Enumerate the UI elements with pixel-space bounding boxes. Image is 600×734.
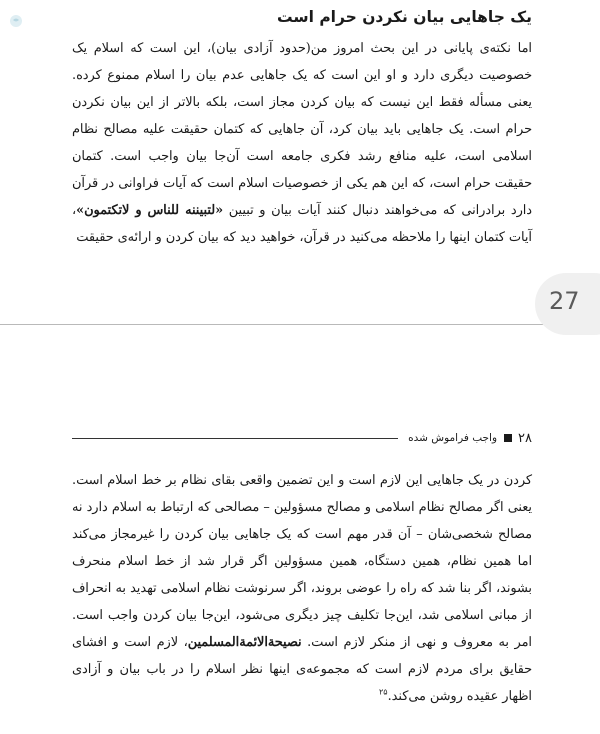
body-text: ، لازم است و افشای حقایق برای مردم لازم است که مجموعه‌ی اینها نظر اسلام را در باب بیان و آزادی اظهار عقیده روشن می‌کند. bbox=[72, 635, 532, 704]
body-paragraph-bottom bbox=[72, 467, 532, 710]
section-heading: یک جاهایی بیان نکردن حرام است bbox=[276, 8, 532, 26]
quran-verse: «لتبیننه للناس و لاتکتمون» bbox=[76, 203, 224, 218]
body-paragraph-top bbox=[72, 35, 532, 251]
body-text: کردن در یک جاهایی این لازم است و این تضمین واقعی بقای نظام بر خط اسلام است. یعنی اگر مصالح نظام اسلامی و مصالح مسؤولین – مصالحی که ارتباط به اسلام دارد نه مصالح شخصی‌شان – آن قدر مهم است که یک جاهایی بیان کردن را غیرمجاز می‌کند اما همین نظام، همین دستگاه، همین مسؤولین اگر قرار شد از خط اسلام منحرف بشوند، اگر بنا شد که راه را عوضی بروند، اگر سرنوشت نظام اسلامی تهدید به انحراف از مبانی اسلامی شد، این‌جا تکلیف چیز دیگری می‌شود، این‌جا بیان کردن واجب است. امر به معروف و نهی از منکر لازم است. bbox=[72, 473, 532, 650]
body-text: اما نکته‌ی پایانی در این بحث امروز من(حدود آزادی بیان)، این است که اسلام یک خصوصیت دیگری دارد و او این است که یک جاهایی عدم بیان را اسلام ممنوع کرده. یعنی مسأله فقط این نیست که بیان کردن مجاز است، بلکه بالاتر از این بیان نکردن حرام است. یک جاهایی باید بیان کرد، آن جاهایی که کتمان حقیقت علیه مصالح نظام اسلامی است، علیه منافع رشد فکری جامعه است آن‌جا بیان واجب است. کتمان حقیقت حرام است، که این هم یکی از خصوصیات اسلام است که آیات فراوانی در قرآن دارد برادرانی که می‌خواهند دنبال کنند آیات بیان و تبیین bbox=[72, 41, 532, 218]
header-page-number: ۲۸ bbox=[518, 430, 532, 446]
header-rule bbox=[72, 438, 398, 439]
page-number: 27 bbox=[549, 287, 580, 315]
square-bullet-icon bbox=[504, 434, 512, 442]
page-top bbox=[0, 0, 600, 325]
header-title: واجب فراموش شده bbox=[408, 432, 498, 444]
footnote-marker[interactable]: ۲۵ bbox=[379, 687, 388, 697]
page-divider bbox=[0, 324, 545, 325]
app-logo-icon bbox=[9, 14, 23, 28]
running-header bbox=[72, 427, 532, 449]
body-text: ، آیات کتمان اینها را ملاحظه می‌کنید در قرآن، خواهید دید که بیان کردن و ارائه‌ی حقیقت bbox=[72, 203, 532, 245]
hadith-phrase: نصیحةالائمةالمسلمین bbox=[187, 635, 302, 650]
page-number-badge[interactable] bbox=[535, 273, 600, 335]
